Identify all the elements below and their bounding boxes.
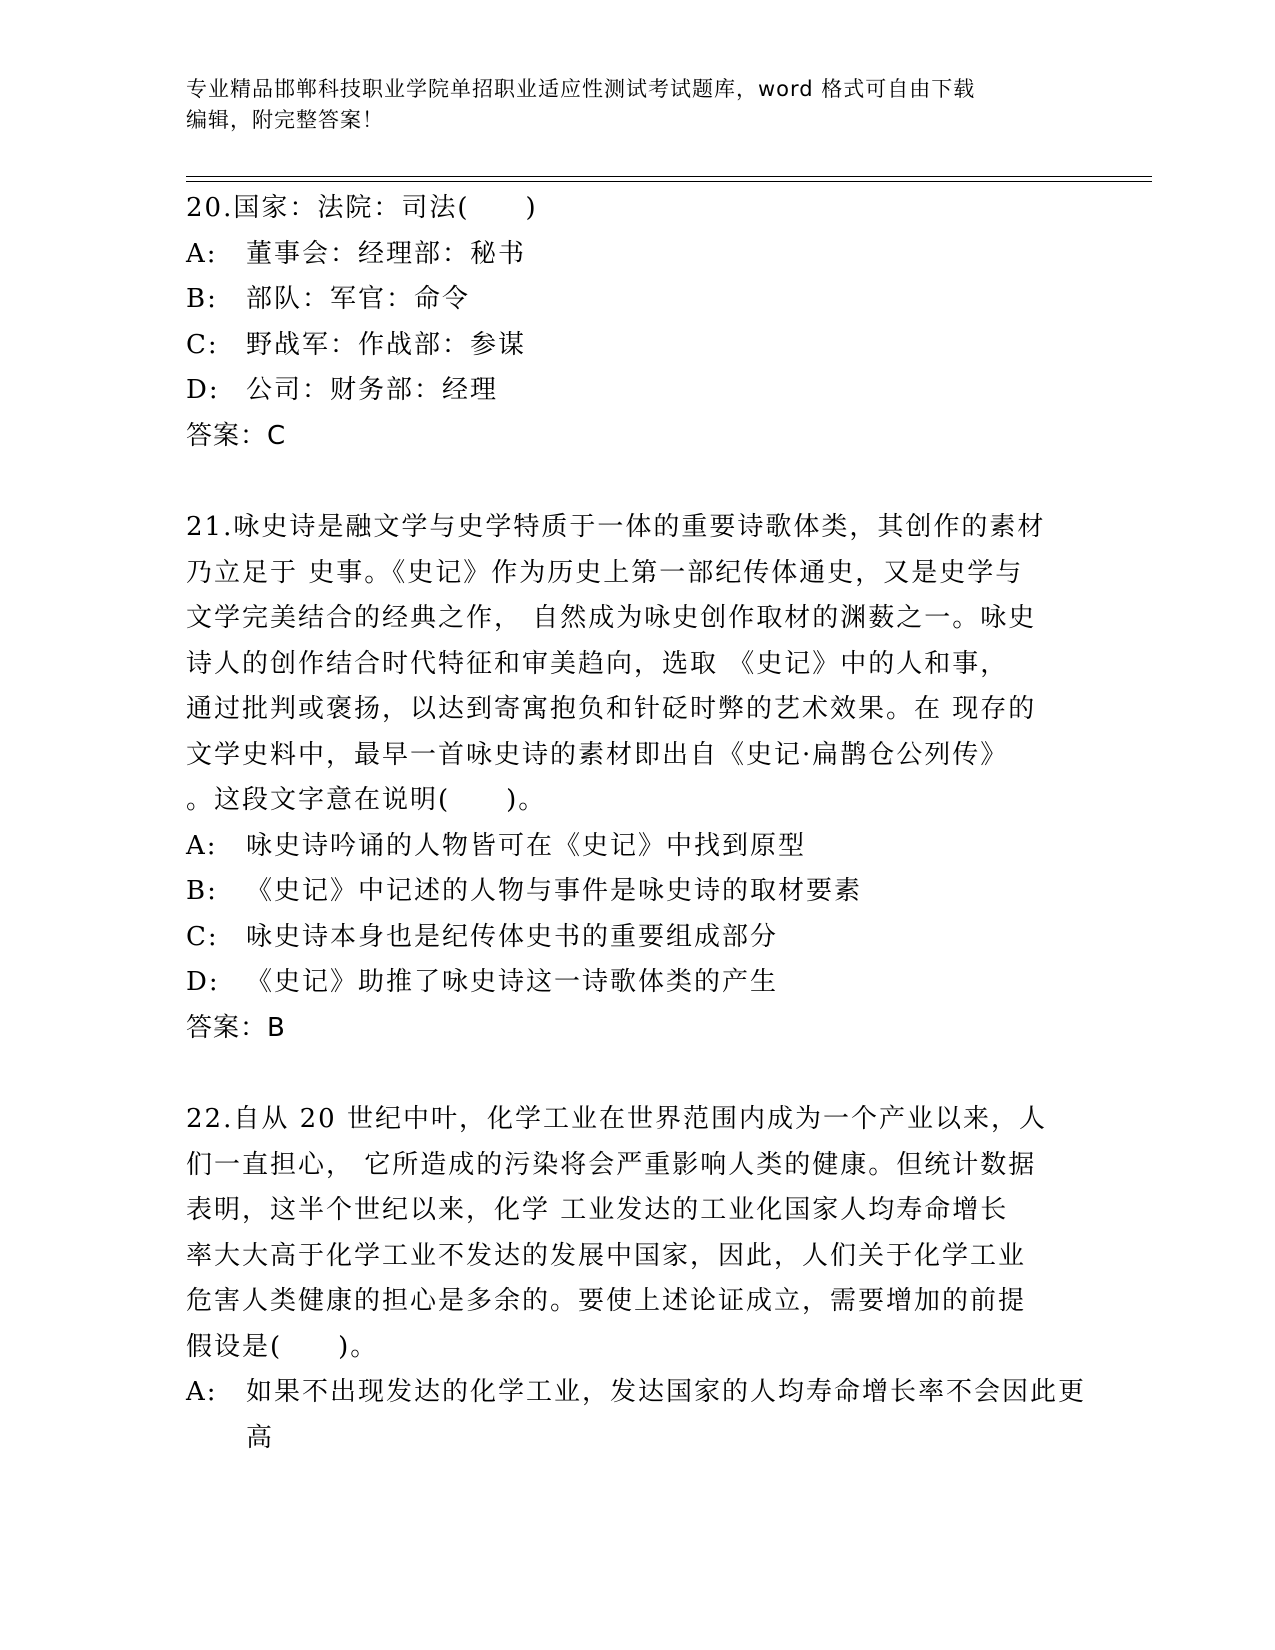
option-b bbox=[186, 869, 1086, 915]
answer-text: 答案：B bbox=[186, 1012, 286, 1043]
question-stem-line: 危害人类健康的担心是多余的。要使上述论证成立，需要增加的前提 bbox=[186, 1286, 1027, 1316]
option-d bbox=[186, 960, 1086, 1006]
question-stem-line: 。这段文字意在说明( )。 bbox=[186, 785, 547, 815]
option-b bbox=[186, 277, 1086, 323]
option-text: 咏史诗吟诵的人物皆可在《史记》中找到原型 bbox=[246, 830, 807, 861]
option-text: 部队：军官：命令 bbox=[246, 284, 471, 314]
header-rule-top bbox=[186, 176, 1152, 177]
option-key: A: bbox=[186, 830, 218, 861]
option-a bbox=[186, 232, 1086, 278]
option-c bbox=[186, 323, 1086, 369]
option-key: B: bbox=[186, 284, 218, 314]
option-a bbox=[186, 1370, 1086, 1461]
header-rule-bottom bbox=[186, 181, 1152, 182]
option-text: 咏史诗本身也是纪传体史书的重要组成部分 bbox=[246, 921, 779, 952]
document-header bbox=[186, 74, 1066, 136]
question-stem-line: 表明，这半个世纪以来，化学 工业发达的工业化国家人均寿命增长 bbox=[186, 1195, 1009, 1225]
question-stem-line: 诗人的创作结合时代特征和审美趋向，选取 《史记》中的人和事， bbox=[186, 648, 1009, 679]
question-stem-line: 们一直担心， 它所造成的污染将会严重影响人类的健康。但统计数据 bbox=[186, 1149, 1037, 1180]
question-stem-line: 乃立足于 史事。《史记》作为历史上第一部纪传体通史，又是史学与 bbox=[186, 557, 1024, 588]
question-list bbox=[186, 186, 1086, 1461]
question-stem-line: 假设是( )。 bbox=[186, 1331, 379, 1362]
option-text: 公司：财务部：经理 bbox=[246, 375, 499, 405]
option-text: 野战军：作战部：参谋 bbox=[246, 329, 527, 360]
option-key: C: bbox=[186, 921, 219, 952]
question-stem-line: 文学史料中，最早一首咏史诗的素材即出自《史记·扁鹊仓公列传》 bbox=[186, 739, 1009, 770]
option-a bbox=[186, 824, 1086, 870]
header-line-1: 专业精品邯郸科技职业学院单招职业适应性测试考试题库，word 格式可自由下载 bbox=[186, 77, 976, 101]
question-20 bbox=[186, 186, 1086, 459]
option-key: D: bbox=[186, 375, 220, 405]
question-stem-line: 文学完美结合的经典之作， 自然成为咏史创作取材的渊薮之一。咏史 bbox=[186, 603, 1037, 633]
question-22 bbox=[186, 1097, 1086, 1461]
question-stem-line: 率大大高于化学工业不发达的发展中国家，因此，人们关于化学工业 bbox=[186, 1240, 1027, 1271]
option-key: D: bbox=[186, 967, 220, 997]
option-key: B: bbox=[186, 876, 218, 906]
option-text: 《史记》中记述的人物与事件是咏史诗的取材要素 bbox=[246, 876, 863, 906]
question-stem-line: 21.咏史诗是融文学与史学特质于一体的重要诗歌体类，其创作的素材 bbox=[186, 512, 1046, 542]
option-key: A: bbox=[186, 238, 218, 269]
question-21 bbox=[186, 505, 1086, 1051]
option-text: 《史记》助推了咏史诗这一诗歌体类的产生 bbox=[246, 967, 779, 997]
question-stem-line: 通过批判或褒扬，以达到寄寓抱负和针砭时弊的艺术效果。在 现存的 bbox=[186, 694, 1037, 724]
option-text: 如果不出现发达的化学工业，发达国家的人均寿命增长率不会因此更高 bbox=[246, 1377, 1087, 1453]
option-text: 董事会：经理部：秘书 bbox=[246, 238, 527, 269]
question-stem-line: 20.国家：法院：司法( ) bbox=[186, 193, 538, 223]
question-stem-line: 22.自从 20 世纪中叶，化学工业在世界范围内成为一个产业以来，人 bbox=[186, 1104, 1047, 1134]
header-line-2: 编辑，附完整答案！ bbox=[186, 108, 384, 132]
option-c bbox=[186, 915, 1086, 961]
option-d bbox=[186, 368, 1086, 414]
option-key: C: bbox=[186, 329, 219, 360]
answer-text: 答案：C bbox=[186, 420, 287, 451]
option-key: A: bbox=[186, 1377, 218, 1407]
